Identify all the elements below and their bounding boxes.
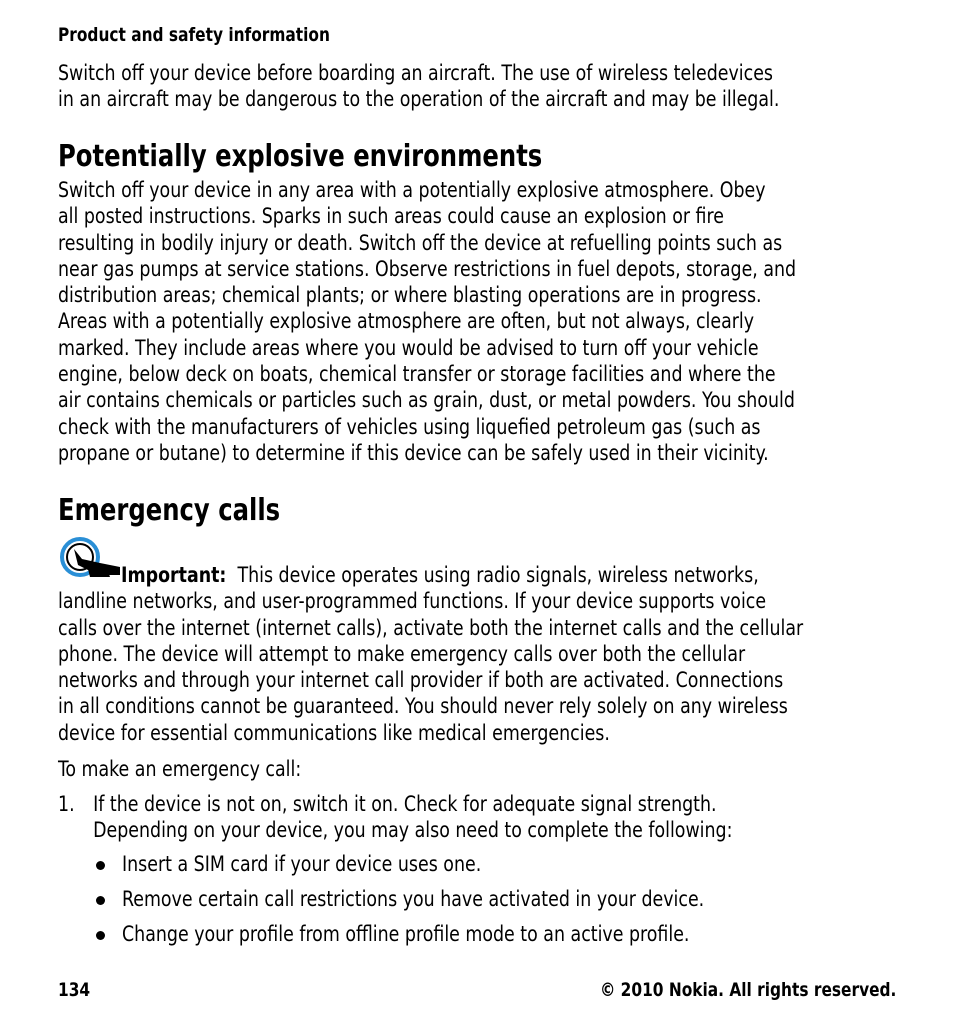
- text-line: calls over the internet (internet calls), activate both the internet calls and the cellular: [58, 615, 804, 641]
- text-line: in all conditions cannot be guaranteed. You should never rely solely on any wireless: [58, 694, 788, 720]
- bullet-icon: [96, 861, 105, 870]
- running-header: Product and safety information: [58, 24, 330, 46]
- step-1: [58, 792, 895, 845]
- important-label: Important:: [121, 563, 227, 588]
- text-line: To make an emergency call:: [58, 757, 302, 782]
- text-line: check with the manufacturers of vehicles using liquefied petroleum gas (such as: [58, 414, 761, 440]
- text-line: near gas pumps at service stations. Observe restrictions in fuel depots, storage, and: [58, 256, 797, 282]
- text-line: engine, below deck on boats, chemical transfer or storage facilities and where the: [58, 362, 776, 388]
- text-line: Depending on your device, you may also need to complete the following:: [93, 818, 733, 844]
- text-line: resulting in bodily injury or death. Switch off the device at refuelling points such as: [58, 230, 783, 256]
- text-line: This device operates using radio signals, wireless networks,: [237, 563, 759, 588]
- bullet-icon: [96, 896, 105, 905]
- text-line: Switch off your device in any area with a potentially explosive atmosphere. Obey: [58, 178, 766, 203]
- bullet-item: Insert a SIM card if your device uses one.: [122, 852, 482, 877]
- text-line: propane or butane) to determine if this device can be safely used in their vicinity.: [58, 440, 769, 466]
- section-heading-emergency: Emergency calls: [58, 493, 281, 528]
- explosive-paragraph: [58, 178, 895, 467]
- instruction-intro: [58, 757, 895, 783]
- text-line: landline networks, and user-programmed functions. If your device supports voice: [58, 589, 767, 615]
- intro-paragraph: [58, 61, 895, 114]
- text-line: Areas with a potentially explosive atmosphere are often, but not always, clearly: [58, 309, 755, 335]
- copyright-notice: © 2010 Nokia. All rights reserved.: [599, 979, 896, 1001]
- text-line: phone. The device will attempt to make emergency calls over both the cellular: [58, 641, 746, 667]
- step-number: 1.: [58, 792, 75, 817]
- text-line: If the device is not on, switch it on. Check for adequate signal strength.: [93, 792, 717, 817]
- text-line: device for essential communications like medical emergencies.: [58, 720, 610, 746]
- note-first-line: [58, 563, 895, 589]
- page-number: 134: [58, 979, 91, 1001]
- text-line: marked. They include areas where you would be advised to turn off your vehicle: [58, 335, 759, 361]
- important-note-paragraph: [58, 563, 895, 747]
- text-line: distribution areas; chemical plants; or where blasting operations are in progress.: [58, 283, 762, 309]
- text-line: in an aircraft may be dangerous to the operation of the aircraft and may be illegal.: [58, 87, 780, 113]
- section-heading-explosive: Potentially explosive environments: [58, 139, 543, 174]
- text-line: networks and through your internet call provider if both are activated. Connections: [58, 668, 784, 694]
- bullet-item: Change your profile from offline profile mode to an active profile.: [122, 922, 690, 947]
- text-line: all posted instructions. Sparks in such areas could cause an explosion or fire: [58, 204, 724, 230]
- bullet-icon: [96, 931, 105, 940]
- text-line: Switch off your device before boarding an aircraft. The use of wireless teledevices: [58, 61, 773, 86]
- text-line: air contains chemicals or particles such as grain, dust, or metal powders. You should: [58, 388, 795, 414]
- bullet-item: Remove certain call restrictions you have activated in your device.: [122, 887, 705, 912]
